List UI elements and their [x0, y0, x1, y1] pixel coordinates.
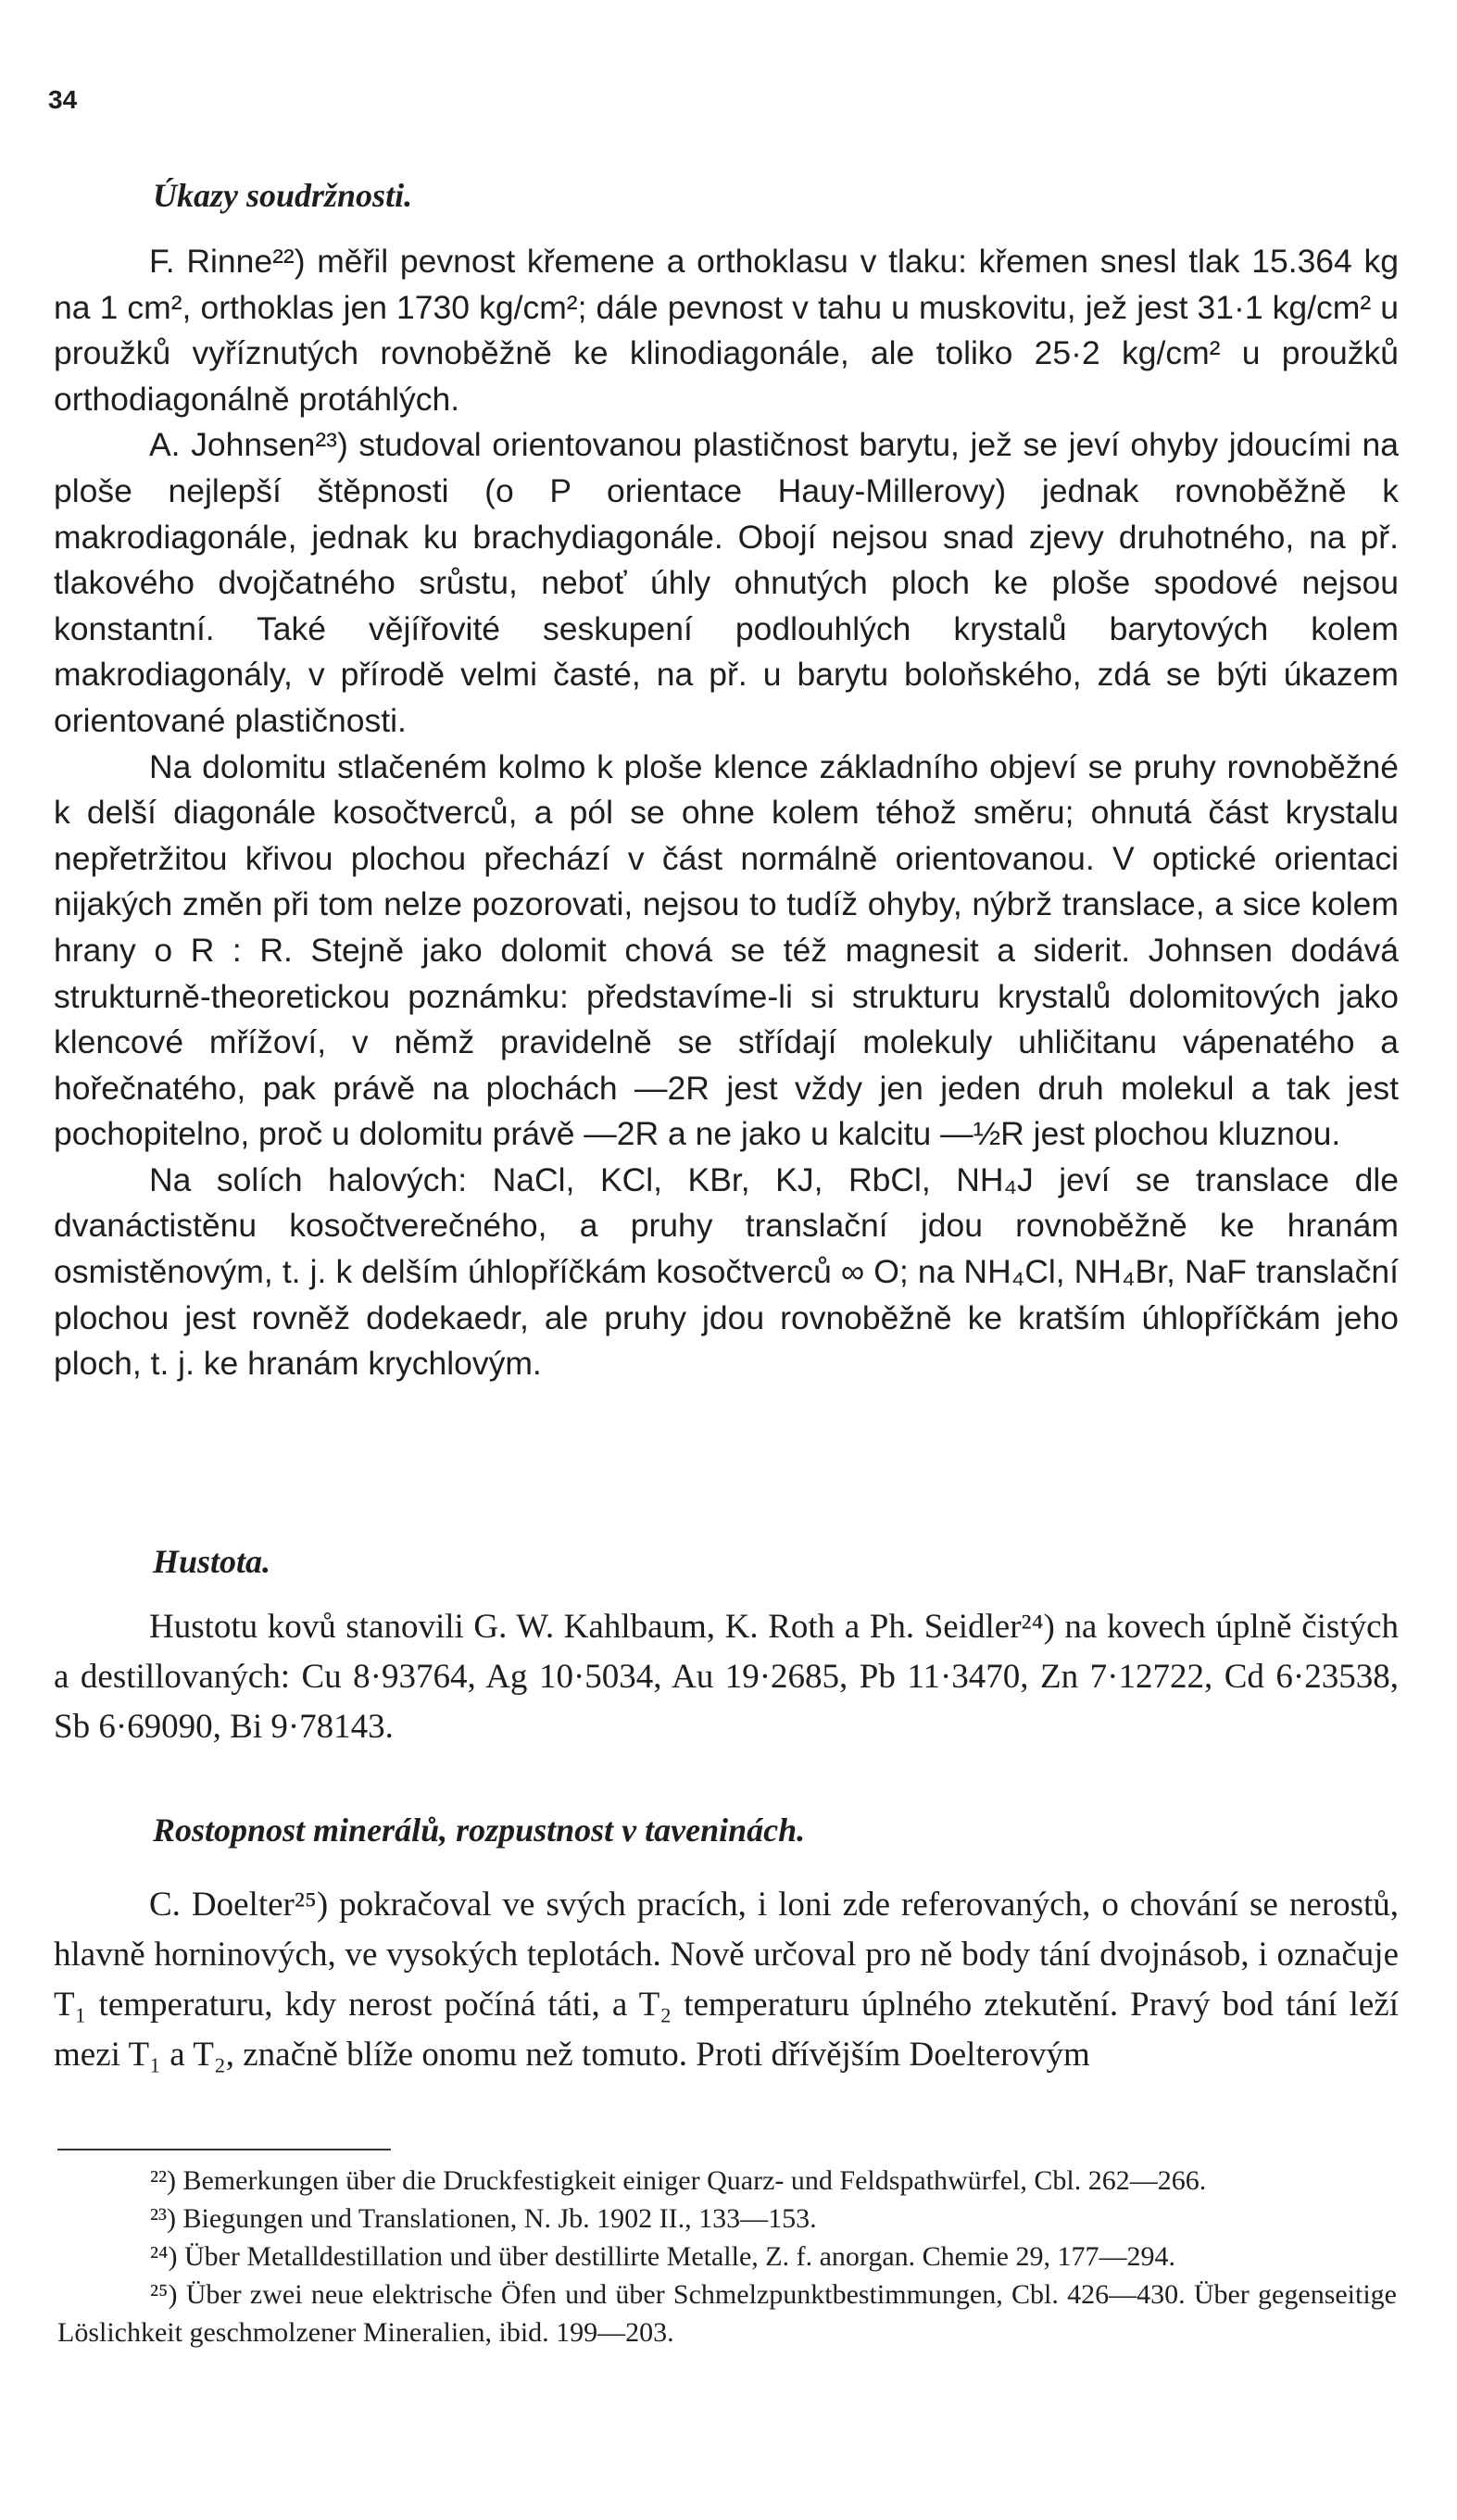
paragraph: F. Rinne²²) měřil pevnost křemene a orthoklasu v tlaku: křemen snesl tlak 15.364 kg na 1 cm², orthoklas jen 1730 kg/cm²; dále pevnost v tahu u muskovitu, jež jest 31·1 kg/cm² u proužků vyříznutých rovnoběžně ke klinodiagonále, ale toliko 25·2 kg/cm² u proužků orthodiagonálně protáhlých. — [54, 243, 1399, 418]
footnote-25: ²⁵) Über zwei neue elektrische Öfen und über Schmelzpunktbestimmungen, Cbl. 426—430. Über gegenseitige Löslichkeit geschmolzener Mineralien, ibid. 199—203. — [57, 2279, 1397, 2348]
paragraph: Hustotu kovů stanovili G. W. Kahlbaum, K. Roth a Ph. Seidler²⁴) na kovech úplně čistých a destillovaných: Cu 8·93764, Ag 10·5034, Au 19·2685, Pb 11·3470, Zn 7·12722, Cd 6·23538, Sb 6·69090, Bi 9·78143. — [54, 1608, 1399, 1746]
footnotes — [57, 2162, 1397, 2351]
section-heading-cohesion: Úkazy soudržnosti. — [153, 177, 413, 214]
page-number: 34 — [48, 85, 78, 114]
footnote-24: ²⁴) Über Metalldestillation und über destillirte Metalle, Z. f. anorgan. Chemie 29, 177—294. — [150, 2241, 1175, 2272]
section-heading-density: Hustota. — [153, 1543, 271, 1580]
footnote-22: ²²) Bemerkungen über die Druckfestigkeit einiger Quarz- und Feldspathwürfel, Cbl. 262—266. — [150, 2165, 1207, 2196]
paragraph: C. Doelter²⁵) pokračoval ve svých pracích, i loni zde referovaných, o chování se nerostů, hlavně horninových, ve vysokých teplotách. Nově určoval pro ně body tání dvojnásob, i označuje T₁ temperaturu, kdy nerost počíná táti, a T₂ temperaturu úplného ztekutění. Pravý bod tání leží mezi T₁ a T₂, značně blíže onomu než tomuto. Proti dřívějším Doelterovým — [54, 1886, 1399, 2074]
paragraph: Na dolomitu stlačeném kolmo k ploše klence základního objeví se pruhy rovnoběžné k delší diagonále kosočtverců, a pól se ohne kolem téhož směru; ohnutá část krystalu nepřetržitou křivou plochou přechází v část normálně orientovanou. V optické orientaci nijakých změn při tom nelze pozorovati, nejsou to tudíž ohyby, nýbrž translace, a sice kolem hrany o R : R. Stejně jako dolomit chová se též magnesit a siderit. Johnsen dodává strukturně-theoretickou poznámku: představíme-li si strukturu krystalů dolomitových jako klencové mřížoví, v němž pravidelně se střídají molekuly uhličitanu vápenatého a hořečnatého, pak právě na plochách —2R jest vždy jen jeden druh molekul a tak jest pochopitelno, proč u dolomitu právě —2R a ne jako u kalcitu —½R jest plochou kluznou. — [54, 747, 1399, 1153]
section-body-fusibility — [54, 1880, 1399, 2080]
section-body-cohesion — [54, 239, 1399, 1387]
section-heading-fusibility: Rostopnost minerálů, rozpustnost v taveninách. — [153, 1812, 806, 1849]
paragraph: A. Johnsen²³) studoval orientovanou plastičnost barytu, jež se jeví ohyby jdoucími na ploše nejlepší štěpnosti (o P orientace Hauy-Millerovy) jednak rovnoběžně k makrodiagonále, jednak ku brachydiagonále. Obojí nejsou snad zjevy druhotného, na př. tlakového dvojčatného srůstu, neboť úhly ohnutých ploch ke ploše spodové nejsou konstantní. Také vějířovité seskupení podlouhlých krystalů barytových kolem makrodiagonály, v přírodě velmi časté, na př. u barytu boloňského, zdá se býti úkazem orientované plastičnosti. — [54, 426, 1399, 739]
footnote-divider — [57, 2149, 391, 2150]
section-body-density — [54, 1602, 1399, 1752]
paragraph: Na solích halových: NaCl, KCl, KBr, KJ, RbCl, NH₄J jeví se translace dle dvanáctistěnu kosočtverečného, a pruhy translační jdou rovnoběžně ke hranám osmistěnovým, t. j. k delším úhlopříčkám kosočtverců ∞ O; na NH₄Cl, NH₄Br, NaF translační plochou jest rovněž dodekaedr, ale pruhy jdou rovnoběžně ke kratším úhlopříčkám jeho ploch, t. j. ke hranám krychlovým. — [54, 1160, 1399, 1383]
footnote-23: ²³) Biegungen und Translationen, N. Jb. 1902 II., 133—153. — [150, 2203, 817, 2234]
